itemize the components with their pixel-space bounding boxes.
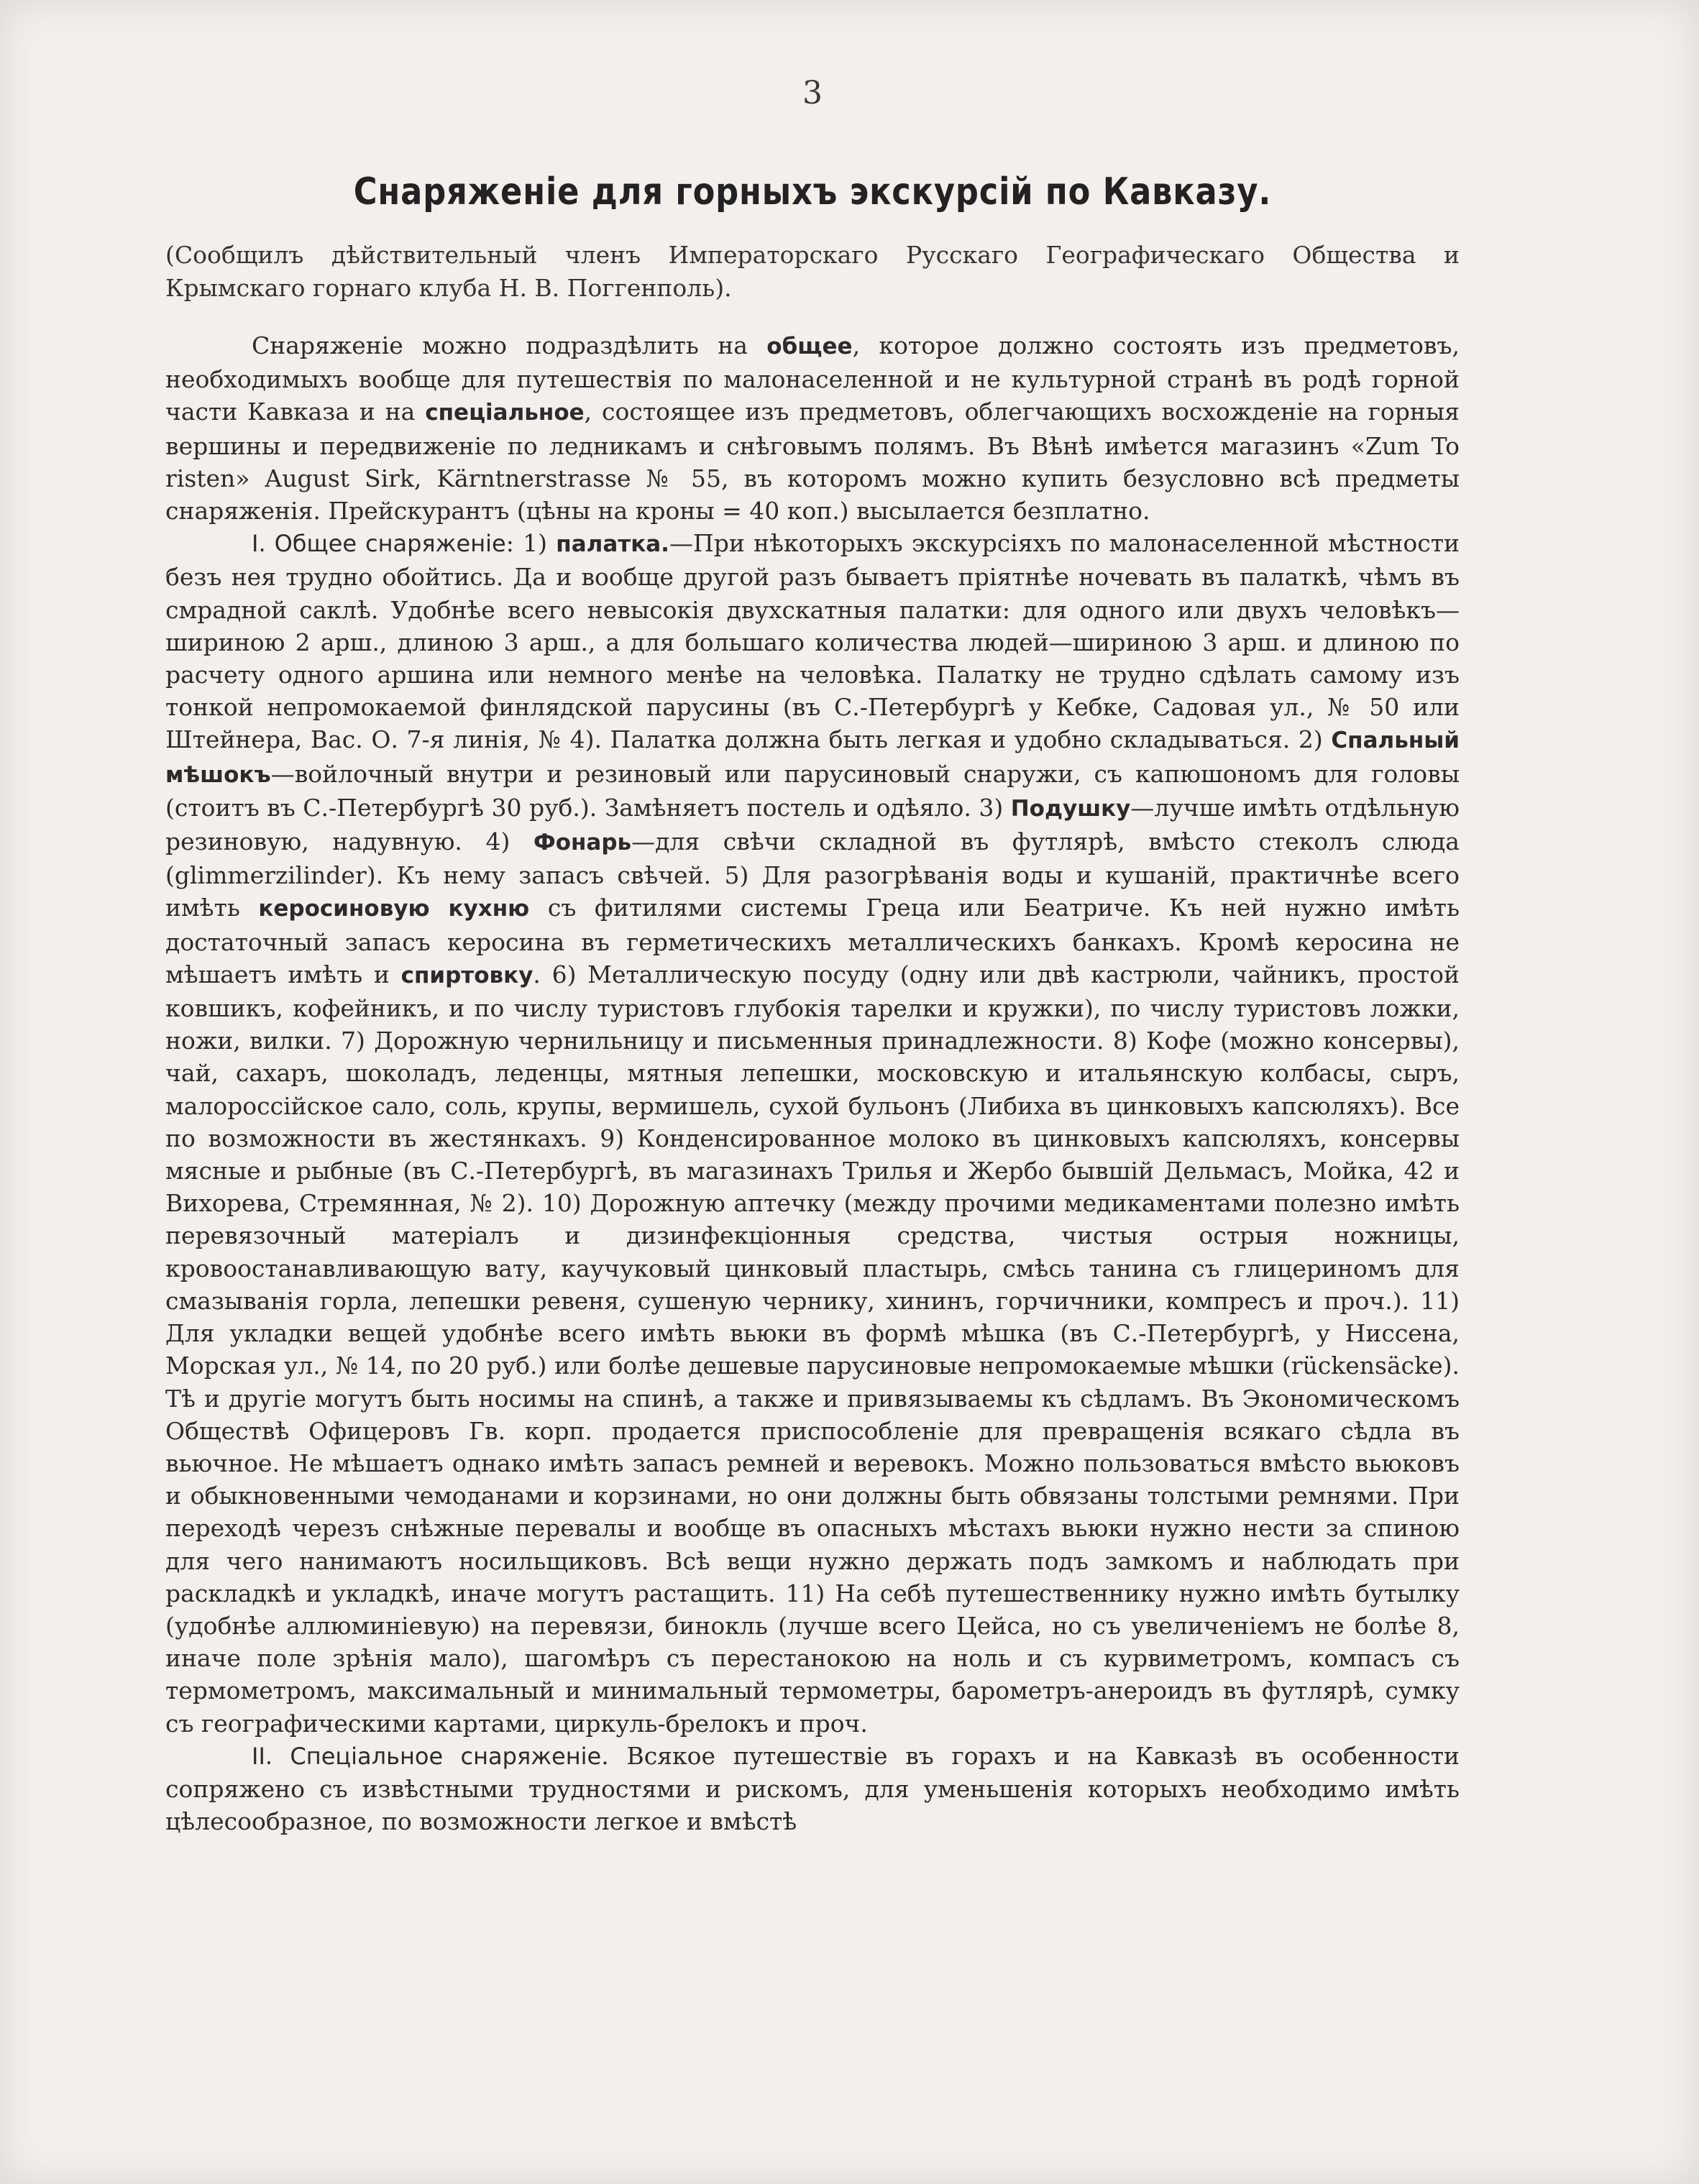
byline: (Сообщилъ дѣйствительный членъ Императорскаго Русскаго Географическаго Общества и Крымскаго горнаго клуба Н. В. Поггенполь).: [165, 241, 1460, 302]
emphasized-term: общее: [766, 334, 853, 359]
emphasized-term: Подушку: [1010, 795, 1131, 822]
section-heading: II. Спеціальное снаряженіе: [252, 1742, 602, 1770]
emphasized-term: спеціальное: [425, 400, 585, 426]
emphasized-term: керосиновую кухню: [258, 896, 530, 922]
emphasized-term: Спальный мѣшокъ: [165, 728, 1460, 788]
body-text: , состоящее изъ предметовъ, облегчающихъ восхожденіе на горныя вершины и передвиженіе по ледникамъ и снѣговымъ полямъ. Въ Вѣнѣ имѣется магазинъ «Zum To risten» August Sirk, Kärntnerstrasse № 55, въ которомъ можно купить безусловно всѣ предметы снаряженія. Прейскурантъ (цѣны на кроны = 40 коп.) высылается безплатно.: [165, 398, 1460, 526]
emphasized-term: Фонарь: [533, 830, 632, 856]
body-text: —для свѣчи складной въ футлярѣ, вмѣсто стеколъ слюда (glimmerzilinder). Къ нему запасъ свѣчей. 5) Для разогрѣванія воды и кушаній, практичнѣе всего имѣть: [165, 827, 1460, 922]
section-general-equipment: [165, 527, 1460, 1740]
body-text: . Всякое путешествіе въ горахъ и на Кавказѣ въ особенности сопряжено съ извѣстными трудностями и рискомъ, для уменьшенія которыхъ необходимо имѣть цѣлесообразное, по возможности легкое и вмѣстѣ: [165, 1741, 1460, 1836]
body-text: —войлочный внутри и резиновый или парусиновый снаружи, съ капюшономъ для головы (стоитъ въ С.-Петербургѣ 30 руб.). Замѣняетъ постель и одѣяло. 3): [165, 759, 1460, 822]
body-text: —лучше имѣть отдѣльную резиновую, надувную. 4): [165, 793, 1460, 856]
emphasized-term: спиртовку: [400, 962, 533, 988]
section-special-equipment: [165, 1740, 1460, 1838]
section-heading: I. Общее снаряженіе: [252, 530, 506, 558]
page-title: Снаряженіе для горныхъ экскурсій по Кавказу.: [353, 170, 1272, 214]
body-text: : 1): [505, 529, 557, 558]
body-text: Снаряженіе можно подраздѣлить на: [252, 331, 767, 359]
body-text: съ фитилями системы Греца или Беатриче. Къ ней нужно имѣть достаточный запасъ керосина въ герметическихъ металлическихъ банкахъ. Кромѣ керосина не мѣшаетъ имѣть и: [165, 894, 1460, 988]
body-text: —При нѣкоторыхъ экскурсіяхъ по малонаселенной мѣстности безъ нея трудно обойтись. Да и вообще другой разъ бываетъ пріятнѣе ночевать въ палаткѣ, чѣмъ въ смрадной саклѣ. Удобнѣе всего невысокія двухскатныя палатки: для одного или двухъ человѣкъ—шириною 2 арш., длиною 3 арш., а для большаго количества людей—шириною 3 арш. и длиною по расчету одного аршина или немного менѣе на человѣка. Палатку не трудно сдѣлать самому изъ тонкой непромокаемой финлядской парусины (въ С.-Петербургѣ у Кебке, Садовая ул., № 50 или Штейнера, Вас. О. 7-я линія, № 4). Палатка должна быть легкая и удобно складываться. 2): [165, 529, 1460, 754]
body-text: . 6) Металлическую посуду (одну или двѣ кастрюли, чайникъ, простой ковшикъ, кофейникъ, и по числу туристовъ глубокія тарелки и кружки), по числу туристовъ ложки, ножи, вилки. 7) Дорожную чернильницу и письменныя принадлежности. 8) Кофе (можно консервы), чай, сахаръ, шоколадъ, леденцы, мятныя лепешки, московскую и итальянскую колбасы, сыръ, малороссійское сало, соль, крупы, вермишель, сухой бульонъ (Либиха въ цинковыхъ капсюляхъ). Все по возможности въ жестянкахъ. 9) Конденсированное молоко въ цинковыхъ капсюляхъ, консервы мясные и рыбные (въ С.-Петербургѣ, въ магазинахъ Трилья и Жербо бывшій Дельмасъ, Мойка, 42 и Вихорева, Стремянная, № 2). 10) Дорожную аптечку (между прочими медикаментами полезно имѣть перевязочный матеріалъ и дизинфекціонныя средства, чистыя острыя ножницы, кровоостанавливающую вату, каучуковый цинковый пластырь, смѣсь танина съ глицериномъ для смазыванія горла, лепешки ревеня, сушеную чернику, хининъ, горчичники, компресъ и проч.). 11) Для укладки вещей удобнѣе всего имѣть вьюки въ формѣ мѣшка (въ С.-Петербургѣ, у Ниссена, Морская ул., № 14, по 20 руб.) или болѣе дешевые парусиновые непромокаемые мѣшки (rückensäcke). Тѣ и другіе могутъ быть носимы на спинѣ, а также и привязываемы къ сѣдламъ. Въ Экономическомъ Обществѣ Офицеровъ Гв. корп. продается приспособленіе для превращенія всякаго сѣдла въ вьючное. Не мѣшаетъ однако имѣть запасъ ремней и веревокъ. Можно пользоваться вмѣсто вьюковъ и обыкновенными чемоданами и корзинами, но они должны быть обвязаны толстыми ремнями. При переходѣ черезъ снѣжные перевалы и вообще въ опасныхъ мѣстахъ вьюки нужно нести за спиною для чего нанимаютъ носильщиковъ. Всѣ вещи нужно держать подъ замкомъ и наблюдать при раскладкѣ и укладкѣ, иначе могутъ растащить. 11) На себѣ путешественнику нужно имѣть бутылку (удобнѣе аллюминіевую) на перевязи, бинокль (лучше всего Цейса, но съ увеличеніемъ не болѣе 8, иначе поле зрѣнія мало), шагомѣръ съ перестанокою на ноль и съ курвиметромъ, компасъ съ термометромъ, максимальный и минимальный термометры, барометръ-анероидъ въ футлярѣ, сумку съ географическими картами, циркуль-брелокъ и проч.: [165, 960, 1460, 1738]
text-block: [165, 72, 1460, 1837]
emphasized-term: палатка.: [556, 531, 669, 558]
body-text: , которое должно состоять изъ предметовъ, необходимыхъ вообще для путешествія по малонаселенной и не культурной странѣ въ родѣ горной части Кавказа и на: [165, 331, 1460, 426]
page-number: 3: [802, 75, 823, 111]
intro-paragraph: [165, 329, 1460, 527]
